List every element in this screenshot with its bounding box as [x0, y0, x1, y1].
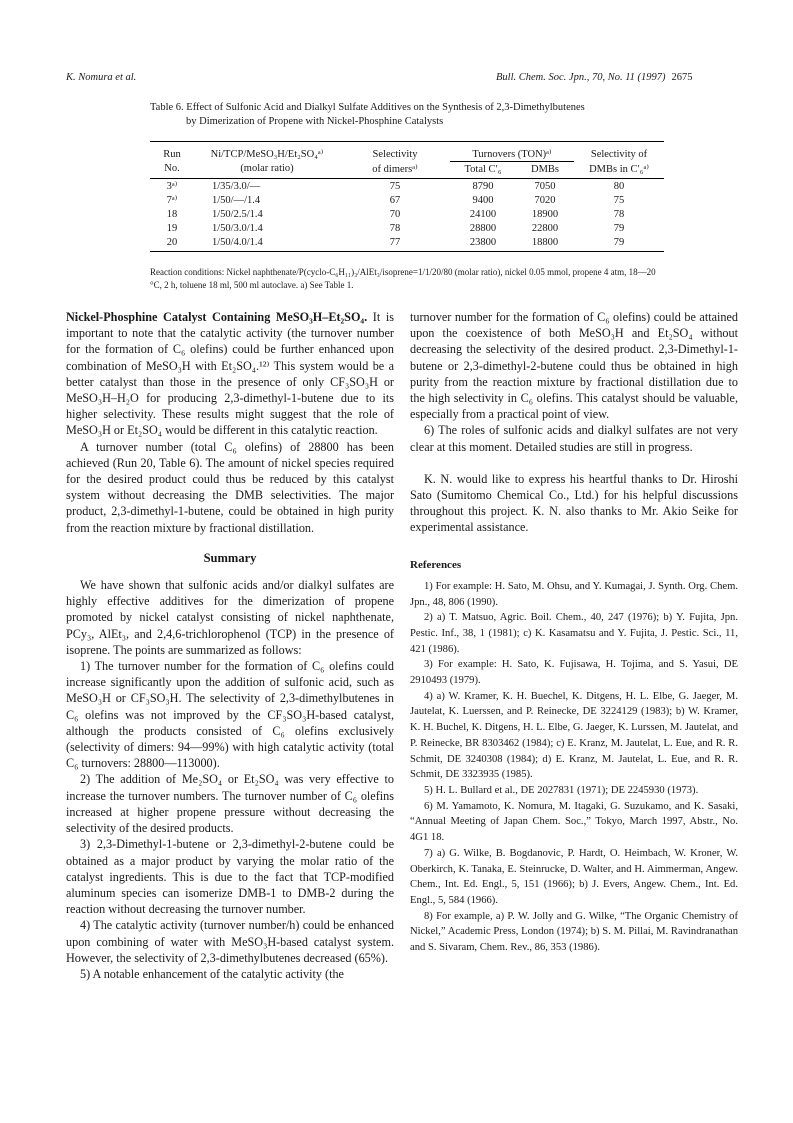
- reference-item: 7) a) G. Wilke, B. Bogdanovic, P. Hardt, O. Heimbach, W. Kroner, W. Oberkirch, K. Tanaka, E. Steinrucke, D. Walter, and H. Aimmerman, Angew. Chem., Int. Ed. Engl., 5, 151 (1966); b) J. Evers, Angew. Chem., Int. Ed. Engl., 5, 584 (1966).: [410, 847, 738, 906]
- cell-dmbs: 22800: [531, 222, 559, 234]
- summary-point-6: 6) The roles of sulfonic acids and dialkyl sulfates are not very clear at this moment. Detailed studies are still in progress.: [410, 423, 738, 454]
- th-selectivity: Selectivity: [372, 148, 418, 160]
- acknowledgment: K. N. would like to express his heartful thanks to Dr. Hiroshi Sato (Sumitomo Chemical Co., Ltd.) for his helpful discussions throughout this project. K. N. also thanks to Mr. Akio Seike for experimental assistance.: [410, 471, 738, 535]
- cell-run: 18: [166, 208, 178, 220]
- paragraph-text: It is important to note that the catalytic activity (the turnover number for the formation of C₆ olefins) could be further enhanced upon combination of MeSO₃H with Et₂SO₄.¹²⁾ This system would be a better catalyst than those in the presence of only CF₃SO₃H or MeSO₃H–H₂O for producing 2,3-dimethyl-1-butene due to its higher selectivity. These results might suggest that the role of MeSO₃H or Et₂SO₄ would be different in this catalytic reaction.: [66, 310, 394, 438]
- summary-point-1: 1) The turnover number for the formation of C₆ olefins could increase significantly upon the addition of sulfonic acid, such as MeSO₃H or CF₃SO₃H. The selectivity of 2,3-dimethylbutenes in C₆ olefins was not improved by the CF₃SO₃H-based catalyst, although the products consisted of C₆ olefins exclusively (selectivity of dimers: 94—99%) with high catalytic activity (total C₆ turnovers: 28800—113000).: [66, 659, 394, 771]
- cell-dmbs: 18800: [531, 236, 559, 248]
- summary-point-2: 2) The addition of Me₂SO₄ or Et₂SO₄ was very effective to increase the turnover numbers. The turnover number of C₆ olefins increased at higher propene pressure without decreasing the selectivity of the desired products.: [66, 772, 394, 836]
- right-column: [410, 309, 738, 956]
- cell-sel-dmbs: 80: [613, 180, 625, 192]
- paragraph: We have shown that sulfonic acids and/or dialkyl sulfates are highly effective additives for the dimerization of propene promoted by nickel catalyst consisting of nickel naphthenate, PCy₃, AlEt₃, and 2,4,6-trichlorophenol (TCP) in the presence of isoprene. The points are summarized as follows:: [66, 578, 394, 657]
- cell-total: 23800: [469, 236, 497, 248]
- references-heading: References: [410, 558, 462, 571]
- section-heading-runin: Nickel-Phosphine Catalyst Containing MeSO₃H–Et₂SO₄.: [66, 310, 368, 324]
- cell-ratio: 1/50/3.0/1.4: [212, 222, 263, 234]
- cell-selectivity: 77: [389, 236, 401, 248]
- cell-ratio: 1/50/—/1.4: [212, 194, 261, 206]
- cell-total: 9400: [472, 194, 494, 206]
- table-6: [150, 141, 664, 252]
- table-row: [150, 207, 664, 221]
- paragraph: [66, 309, 394, 439]
- cell-ratio: 1/50/4.0/1.4: [212, 236, 263, 248]
- cell-dmbs: 7020: [534, 194, 556, 206]
- table-subheader-row: [150, 162, 664, 179]
- reference-item: 8) For example, a) P. W. Jolly and G. Wilke, “The Organic Chemistry of Nickel,” Academic Press, London (1974); b) S. M. Pillai, M. Ravindranathan and S. Sivaram, Chem. Rev., 86, 353 (1986).: [410, 910, 738, 954]
- table-row: [150, 179, 664, 194]
- th-turnovers: Turnovers (TON)ᵃ⁾: [450, 142, 574, 162]
- th-ratio-sub: (molar ratio): [194, 162, 340, 179]
- table-header-row: [150, 142, 664, 162]
- reference-item: 4) a) W. Kramer, K. H. Buechel, K. Ditgens, H. L. Elbe, G. Jaeger, M. Jautelat, K. Luerssen, and P. Reinecke, DE 3224129 (1983); b) W. Kramer, K. H. Buchel, K. Ditgens, H. L. Elbe, G. Jaeger, K. Lurssen, M. Jautelat, and P. Reinecke, BR 8303462 (1984); c) E. Kranz, M. Jautelat, L. Eue, and R. R. Schmit, DE 3240308 (1984); d) E. Kranz, M. Jautelat, L. Eue, and R. R. Schmit, DE 3323935 (1985).: [410, 690, 738, 781]
- summary-point-5: 5) A notable enhancement of the catalytic activity (the: [80, 966, 344, 981]
- cell-dmbs: 7050: [534, 180, 556, 192]
- table-row: [150, 193, 664, 207]
- paragraph: A turnover number (total C₆ olefins) of 28800 has been achieved (Run 20, Table 6). The amount of nickel species required for the desired product could thus be reduced by this catalyst system without decreasing the DMB selectivities. The major product, 2,3-dimethyl-1-butene, could be obtained in high purity from the reaction mixture by fractional distillation.: [66, 439, 394, 535]
- cell-selectivity: 75: [389, 180, 401, 192]
- table-row: [150, 221, 664, 235]
- summary-point-4: 4) The catalytic activity (turnover number/h) could be enhanced upon combining of water with MeSO₃H-based catalyst system. However, the selectivity of 2,3-dimethylbutenes decreased (65%).: [66, 918, 394, 965]
- cell-run: 20: [166, 236, 178, 248]
- cell-sel-dmbs: 78: [613, 208, 625, 220]
- th-total: Total C′₆: [450, 162, 516, 179]
- th-ratio: Ni/TCP/MeSO₃H/Et₂SO₄ᵃ⁾: [210, 149, 324, 161]
- table-caption: [150, 101, 710, 129]
- cell-run: 7ᵃ⁾: [166, 195, 178, 206]
- references-list: [410, 579, 738, 956]
- left-column: [66, 309, 394, 982]
- cell-ratio: 1/50/2.5/1.4: [212, 208, 263, 220]
- cell-sel-dmbs: 79: [613, 222, 625, 234]
- th-selectivity-sub: of dimersᵃ⁾: [340, 162, 450, 179]
- cell-ratio: 1/35/3.0/—: [212, 180, 261, 192]
- th-sel-dmbs-sub: DMBs in C′₆ᵃ⁾: [574, 162, 664, 179]
- running-header-authors: K. Nomura et al.: [66, 72, 137, 83]
- running-header-journal: [496, 72, 693, 83]
- reference-item: 1) For example: H. Sato, M. Ohsu, and Y. Kumagai, J. Synth. Org. Chem. Jpn., 48, 806 (1990).: [410, 580, 738, 608]
- cell-selectivity: 78: [389, 222, 401, 234]
- cell-selectivity: 67: [389, 194, 401, 206]
- page-number: 2675: [671, 72, 693, 83]
- th-run: Run: [163, 148, 181, 160]
- reference-item: 3) For example: H. Sato, K. Fujisawa, H. Tojima, and S. Yasui, DE 2910493 (1979).: [410, 659, 738, 687]
- th-dmbs: DMBs: [516, 162, 574, 179]
- cell-run: 3ᵃ⁾: [166, 181, 178, 192]
- summary-heading: Summary: [203, 550, 257, 565]
- reference-item: 6) M. Yamamoto, K. Nomura, M. Itagaki, G. Suzukamo, and K. Sasaki, “Annual Meeting of Japan Chem. Soc.,” Tokyo, March 1997, Abstr., No. 4G1 18.: [410, 800, 738, 844]
- journal-citation: Bull. Chem. Soc. Jpn., 70, No. 11 (1997): [496, 72, 666, 83]
- table-footnote: Reaction conditions: Nickel naphthenate/P(cyclo-C₆H₁₁)₃/AlEt₃/isoprene=1/1/20/80 (molar ratio), nickel 0.05 mmol, propene 4 atm, 18—20 °C, 2 h, toluene 18 ml, 500 ml autoclave. a) See Table 1.: [150, 267, 656, 290]
- cell-selectivity: 70: [389, 208, 401, 220]
- paragraph: turnover number for the formation of C₆ olefins) could be attained upon the coexistence of both MeSO₃H and Et₂SO₄ without decreasing the selectivity of the desired product. 2,3-Dimethyl-1-butene or 2,3-dimethyl-2-butene could thus be obtained in high purity from the reaction mixture by fractional distillation due to the high selectivity in C₆ olefins. This catalyst should be valuable, especially from a practical point of view.: [410, 310, 738, 422]
- table-caption-line2: by Dimerization of Propene with Nickel-Phosphine Catalysts: [186, 116, 444, 127]
- cell-total: 8790: [472, 180, 494, 192]
- cell-dmbs: 18900: [531, 208, 559, 220]
- table-row: [150, 235, 664, 252]
- cell-sel-dmbs: 79: [613, 236, 625, 248]
- cell-total: 24100: [469, 208, 497, 220]
- th-sel-dmbs: Selectivity of: [590, 148, 648, 160]
- cell-run: 19: [166, 222, 178, 234]
- reference-item: 5) H. L. Bullard et al., DE 2027831 (1971); DE 2245930 (1973).: [424, 784, 699, 796]
- cell-sel-dmbs: 75: [613, 194, 625, 206]
- table-caption-line1: Table 6. Effect of Sulfonic Acid and Dialkyl Sulfate Additives on the Synthesis of 2,3-Dimethylbutenes: [150, 102, 585, 113]
- reference-item: 2) a) T. Matsuo, Agric. Boil. Chem., 40, 247 (1976); b) Y. Fujita, Jpn. Pestic. Inf., 38, 1 (1981); c) K. Kasamatsu and Y. Fujita, J. Pestic. Sci., 11, 421 (1986).: [410, 612, 738, 655]
- cell-total: 28800: [469, 222, 497, 234]
- th-no: No.: [150, 162, 194, 179]
- summary-point-3: 3) 2,3-Dimethyl-1-butene or 2,3-dimethyl-2-butene could be obtained as a major product by varying the molar ratio of the catalyst ingredients. This is due to the fact that TCP-modified aluminum species can isomerize DMB-1 to DMB-2 during the reaction without decreasing the turnover number.: [66, 837, 394, 917]
